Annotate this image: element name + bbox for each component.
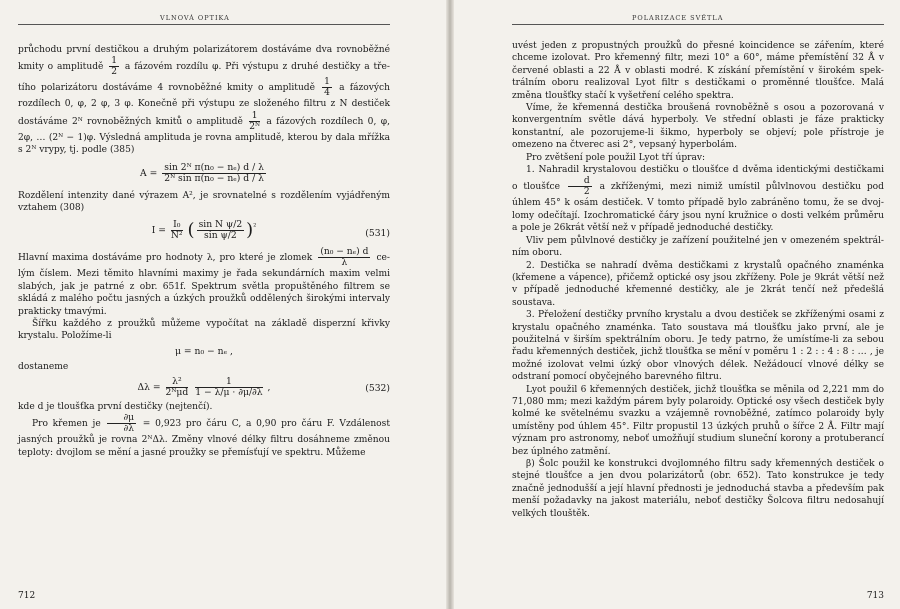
paragraph: Šířku každého z proužků můžeme vypočítat na základě disperzní křivky krystalu. Položíme-li <box>18 319 390 342</box>
text-run: Pro křemen je <box>32 419 101 430</box>
running-header: POLARIZACE SVĚTLA <box>632 14 724 22</box>
fraction-num: sin N ψ/2 <box>198 219 243 231</box>
equation-385 <box>18 163 390 184</box>
paragraph: Víme, že křemenná destička broušená rovnoběžně s osou a pozorovaná v konvergentním světle dává hyperboly. Ve střední oblasti je fáze prakticky konstantní, ale pozorujeme-li šikmo, hyperboly se objeví; pole přístroje je omezeno na čtverec asi 2°, vepsaný hyperbolám. <box>512 103 884 151</box>
fraction-den: 2ᴺ <box>249 121 260 132</box>
paragraph: β) Šolc použil ke konstrukci dvojlomného filtru sady křemenných destiček o stejné tloušťce a jen dvou polarizátorů (obr. 652). Tato konstrukce je tedy značně jednodušší a její hlavní přednosti je jednoduchá stavba a především pak menší požadavky na jakost materiálu, neboť destičky Šolcova filtru nedosahují velkých tlouštěk. <box>512 459 884 519</box>
fraction-den: 2ᴺ sin π(n₀ − nₑ) d / λ <box>164 172 264 184</box>
paragraph: Pro zvětšení pole použil Lyot tří úprav: <box>526 152 706 163</box>
page-number: 713 <box>866 591 884 601</box>
fraction-num: 1 <box>324 77 330 88</box>
text-run: a fázových rozdílech 0, φ, 2 φ, 3 φ. Konečně při výstupu ze složeného filtru z N destiček dostáváme 2ᴺ rovnoběžných kmitů o amplitudě <box>18 83 390 127</box>
paragraph: kde d je tloušťka první destičky (nejtenčí). <box>18 401 213 412</box>
fraction-den: N² <box>170 230 183 242</box>
right-text <box>512 40 884 520</box>
fraction-den: ∂λ <box>123 424 134 435</box>
paragraph <box>18 413 390 459</box>
fraction <box>195 377 262 398</box>
running-header: VLNOVÁ OPTIKA <box>160 14 230 22</box>
fraction-num: 1 <box>111 56 118 67</box>
eq-lhs: A = <box>140 167 158 179</box>
paragraph: dostaneme <box>18 362 69 373</box>
equation-531 <box>18 220 390 241</box>
fraction <box>568 176 592 197</box>
text-run: 1. Nahradil krystalovou destičku o tloušťce d dvěma identickými destičkami o tloušťce <box>512 165 884 193</box>
text-run: a fázových rozdílech 0, φ, 2φ, … (2ᴺ − 1)φ. Výsledná amplituda je rovna amplitudě, kterou by dala mřížka s 2ᴺ vrypy, tj. podle (385) <box>18 116 390 156</box>
fraction <box>109 56 119 77</box>
fraction <box>107 413 136 434</box>
paren: ( <box>187 219 195 241</box>
text-run: = 0,923 pro čáru C, a 0,90 pro čáru F. Vzdálenost jasných proužků je rovna 2ᴺΔλ. Změny vlnové délky filtru dosáhneme změnou teploty: dvojlom se mění a jasné proužky se přemísťují ve spektru. Můžeme <box>18 419 390 458</box>
paragraph <box>18 247 390 318</box>
page-number: 712 <box>18 591 36 601</box>
right-page <box>452 0 900 609</box>
paragraph <box>512 164 884 235</box>
paragraph: Vliv pem půlvlnové destičky je zařízení použitelné jen v omezeném spektrálním oboru. <box>512 235 884 259</box>
fraction <box>197 220 245 241</box>
equation-number: (531) <box>365 228 390 240</box>
left-page <box>0 0 448 609</box>
equation-mu: μ = n₀ − nₑ , <box>175 345 233 357</box>
fraction-den: 2ᴺμd <box>165 386 189 398</box>
paragraph: uvést jeden z propustných proužků do přesné koincidence se zářením, které chceme izolovat. Pro křemenný filtr, mezi 10° a 60°, máme přemístění 32 Å v červené oblasti a 22 Å v oblasti modré. K získání přemístění v širokém spektrálním oboru realizoval Lyot filtr s destičkami o proměnné tloušťce. Malá změna tloušťky stačí k vyšetření celého spektra. <box>512 41 884 101</box>
text-run: průchodu první destičkou a druhým polarizátorem dostáváme dva rovnoběžné kmity o amplitudě <box>18 45 390 73</box>
header-rule <box>512 24 884 25</box>
fraction-den: 4 <box>324 88 330 99</box>
fraction-num: λ² <box>166 377 189 388</box>
fraction-num: 1 <box>249 111 260 122</box>
fraction-den: sin ψ/2 <box>204 230 237 242</box>
equation-532: Δλ = $\frac{\text{λ²}}{\text{2ᴺμd}}$ $\frac{1}{1 - \lambda/\mu \cdot \partial\mu/\partial\lambda}$ , (532) <box>137 375 390 398</box>
paragraph <box>18 44 390 157</box>
fraction-den: 2 <box>583 187 590 198</box>
paragraph: Lyot použil 6 křemenných destiček, jichž tloušťka se měnila od 2,221 mm do 71,080 mm; mezi každým párem byly polaroidy. Optické osy všech destiček byly kolmé ke světelnému svazku a vzájemně rovnoběžné, zatímco polaroidy byly umístěny pod úhlem 45°. Filtr propustil 13 úzkých pruhů o šířce 2 Å. Filtr mají význam pro astronomy, neboť umožňují studium sluneční korony a protuberancí bez úplného zatmění. <box>512 384 884 457</box>
equation-number: (532) <box>365 382 390 394</box>
text-run: a fázovém rozdílu φ. Při výstupu z druhé destičky a třetího polarizátoru dostáváme 4 rovnoběžné kmity o amplitudě <box>18 62 390 94</box>
paragraph: 2. Destička se nahradí dvěma destičkami z krystalů opačného znaménka (křemene a vápence), přičemž optické osy jsou zkříženy. Pole je 9krát větší než v případě jednoduché křemenné destičky, ale je 2krát tenčí než předešlá soustava. <box>512 260 884 308</box>
left-text <box>18 44 390 459</box>
fraction <box>171 220 183 241</box>
paragraph: Rozdělení intenzity dané výrazem A², je srovnatelné s rozdělením vyjádřeným vztahem (308) <box>18 190 390 214</box>
fraction <box>249 111 260 132</box>
eq-lhs: Δλ = <box>137 381 161 393</box>
exponent: ² <box>253 222 257 232</box>
paren: ) <box>246 219 254 241</box>
header-rule <box>18 24 390 25</box>
fraction-den: λ <box>341 258 348 269</box>
eq-lhs: I = <box>151 225 166 237</box>
fraction-den: 1 − λ/μ · ∂μ/∂λ <box>195 386 263 398</box>
fraction-den: 2 <box>111 67 118 78</box>
text-run: a zkříženými, mezi nimiž umístil půlvlnovou destičku pod úhlem 45° k osám destiček. V tomto případě bylo zabráněno tomu, že se dvojlomy odečítají. Izochromatické čáry jsou nyní kružnice o dosti velkém průměru a pole je 26krát větší než v případě jednoduché destičky. <box>512 182 884 234</box>
fraction <box>318 247 370 268</box>
paragraph: 3. Přeložení destičky prvního krystalu a dvou destiček se zkříženými osami z krystalu opačného znaménka. Tato soustava má tloušťku jako první, ale je použitelná v širším spektrálním oboru. Je tedy patrno, že umístíme-li za sebou řadu křemenných destiček, jichž tloušťka se mění v poměru 1 : 2 : : 4 : 8 : … , je možné izolovat velmi úzký obor vlnových délek. Nežádoucí vlnové délky se odstraní pomocí obyčejného barevného filtru. <box>512 310 884 383</box>
fraction <box>322 77 332 98</box>
fraction <box>162 163 266 184</box>
fraction-num: (n₀ − nₑ) d <box>320 247 369 258</box>
fraction-num: ∂μ <box>107 413 136 424</box>
fraction-num: I₀ <box>171 220 183 231</box>
text-run: Hlavní maxima dostáváme pro hodnoty λ, pro které je zlomek <box>18 253 313 264</box>
fraction-num: 1 <box>195 377 262 388</box>
fraction <box>166 377 189 398</box>
fraction-num: d <box>568 176 592 187</box>
fraction-num: sin 2ᴺ π(n₀ − nₑ) d / λ <box>164 161 264 173</box>
text-run: celým číslem. Mezi těmito hlavními maximy je řada sekundárních maxim velmi slabých, jak je patrné z obr. 651f. Spektrum světla propuštěného filtrem se skládá z malého počtu jasných a úzkých proužků oddělených širokými intervaly prakticky tmavými. <box>18 253 390 317</box>
